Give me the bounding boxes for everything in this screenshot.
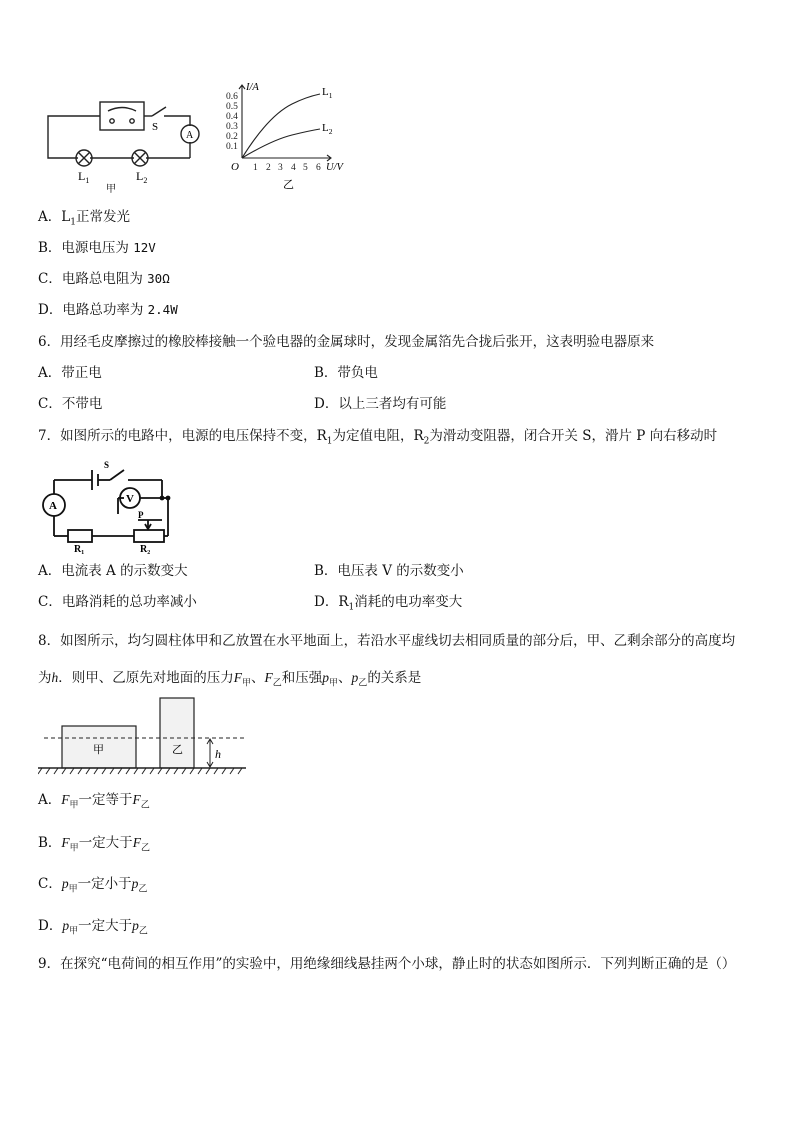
q8-option-b: B．$F_甲$一定大于$F_乙$ bbox=[38, 835, 150, 854]
q7-stem: 7．如图所示的电路中，电源的电压保持不变，$R_1$为定值电阻，$R_2$为滑动变阻器，闭合开关 S，滑片 P 向右移动时 bbox=[38, 428, 718, 447]
q8-fig-h-label: h bbox=[215, 747, 221, 761]
q5-ytick: 0.3 bbox=[226, 122, 238, 132]
q5-xtick: 5 bbox=[303, 163, 308, 173]
q8-cylinders-figure bbox=[38, 696, 250, 778]
q5-option-a: A．$L_1$正常发光 bbox=[38, 209, 130, 228]
q7-fig-r2-label: R₂ bbox=[140, 544, 151, 554]
q9-stem: 9．在探究“电荷间的相互作用”的实验中，用绝缘细线悬挂两个小球，静止时的状态如图所示．下列判断正确的是（） bbox=[38, 956, 736, 972]
q5-graph-caption: 乙 bbox=[283, 179, 294, 191]
q5-xtick: 4 bbox=[291, 163, 296, 173]
q6-option-a: A．带正电 bbox=[38, 365, 102, 381]
q7-option-b: B．电压表 V 的示数变小 bbox=[314, 563, 464, 579]
q5-iu-graph bbox=[226, 80, 356, 196]
q7-fig-voltmeter-label: V bbox=[126, 493, 134, 505]
q5-ytick: 0.2 bbox=[226, 132, 238, 142]
q5-switch-label: S bbox=[152, 121, 159, 133]
q7-option-c: C．电路消耗的总功率减小 bbox=[38, 594, 197, 610]
q5-origin: O bbox=[231, 161, 239, 173]
q8-option-d: D．$p_甲$一定大于$p_乙$ bbox=[38, 918, 148, 937]
q8-stem-line2: 为h．则甲、乙原先对地面的压力$F_甲$、$F_乙$和压强$p_甲$、$p_乙$的关系是 bbox=[38, 670, 422, 689]
q7-fig-ammeter-label: A bbox=[49, 500, 57, 512]
q5-xtick: 3 bbox=[278, 163, 283, 173]
q8-stem-line1: 8．如图所示，均匀圆柱体甲和乙放置在水平地面上，若沿水平虚线切去相同质量的部分后，甲、乙剩余部分的高度均 bbox=[38, 633, 736, 649]
q5-lamp1-label: $L_1$ bbox=[78, 169, 90, 185]
q5-ytick: 0.4 bbox=[226, 112, 238, 122]
q6-option-c: C．不带电 bbox=[38, 396, 103, 412]
q5-xtick: 2 bbox=[266, 163, 271, 173]
q5-circuit-figure bbox=[38, 96, 208, 196]
q5-ammeter-label: A bbox=[186, 130, 194, 141]
q6-option-b: B．带负电 bbox=[314, 365, 378, 381]
q8-cylinder-yi bbox=[160, 698, 194, 768]
q5-curve-l1 bbox=[242, 94, 320, 158]
q5-xtick: 1 bbox=[253, 163, 258, 173]
q5-option-b: B．电源电压为 12V bbox=[38, 240, 156, 256]
q5-ytick: 0.6 bbox=[226, 92, 238, 102]
q7-fig-r1-label: R₁ bbox=[74, 544, 85, 554]
q5-curve2-label: $L_2$ bbox=[322, 122, 333, 136]
q7-option-d: D．$R_1$消耗的电功率变大 bbox=[314, 594, 463, 613]
q8-option-a: A．$F_甲$一定等于$F_乙$ bbox=[38, 792, 150, 811]
q5-curve1-label: $L_1$ bbox=[322, 86, 333, 100]
q5-option-c: C．电路总电阻为 30Ω bbox=[38, 271, 170, 287]
q5-xlabel: U/V bbox=[326, 162, 343, 173]
q5-ylabel: I/A bbox=[246, 82, 259, 93]
q7-option-a: A．电流表 A 的示数变大 bbox=[38, 563, 188, 579]
q5-lamp2-label: $L_2$ bbox=[136, 169, 148, 185]
q7-fig-slider-label: P bbox=[138, 510, 144, 520]
q8-option-c: C．$p_甲$一定小于$p_乙$ bbox=[38, 876, 148, 895]
q8-fig-yi-label: 乙 bbox=[172, 744, 183, 756]
q8-fig-jia-label: 甲 bbox=[93, 744, 104, 756]
q7-circuit-figure bbox=[38, 458, 173, 554]
q5-curve-l2 bbox=[242, 129, 320, 158]
q5-option-d: D．电路总功率为 2.4W bbox=[38, 302, 178, 318]
q6-stem: 6．用经毛皮摩擦过的橡胶棒接触一个验电器的金属球时，发现金属箔先合拢后张开，这表明验电器原来 bbox=[38, 334, 655, 350]
q5-ytick: 0.5 bbox=[226, 102, 238, 112]
q6-option-d: D．以上三者均有可能 bbox=[314, 396, 447, 412]
q5-ytick: 0.1 bbox=[226, 142, 238, 152]
q5-xtick: 6 bbox=[316, 163, 321, 173]
q5-circuit-caption: 甲 bbox=[106, 184, 116, 195]
q7-fig-switch-label: S bbox=[104, 460, 110, 470]
